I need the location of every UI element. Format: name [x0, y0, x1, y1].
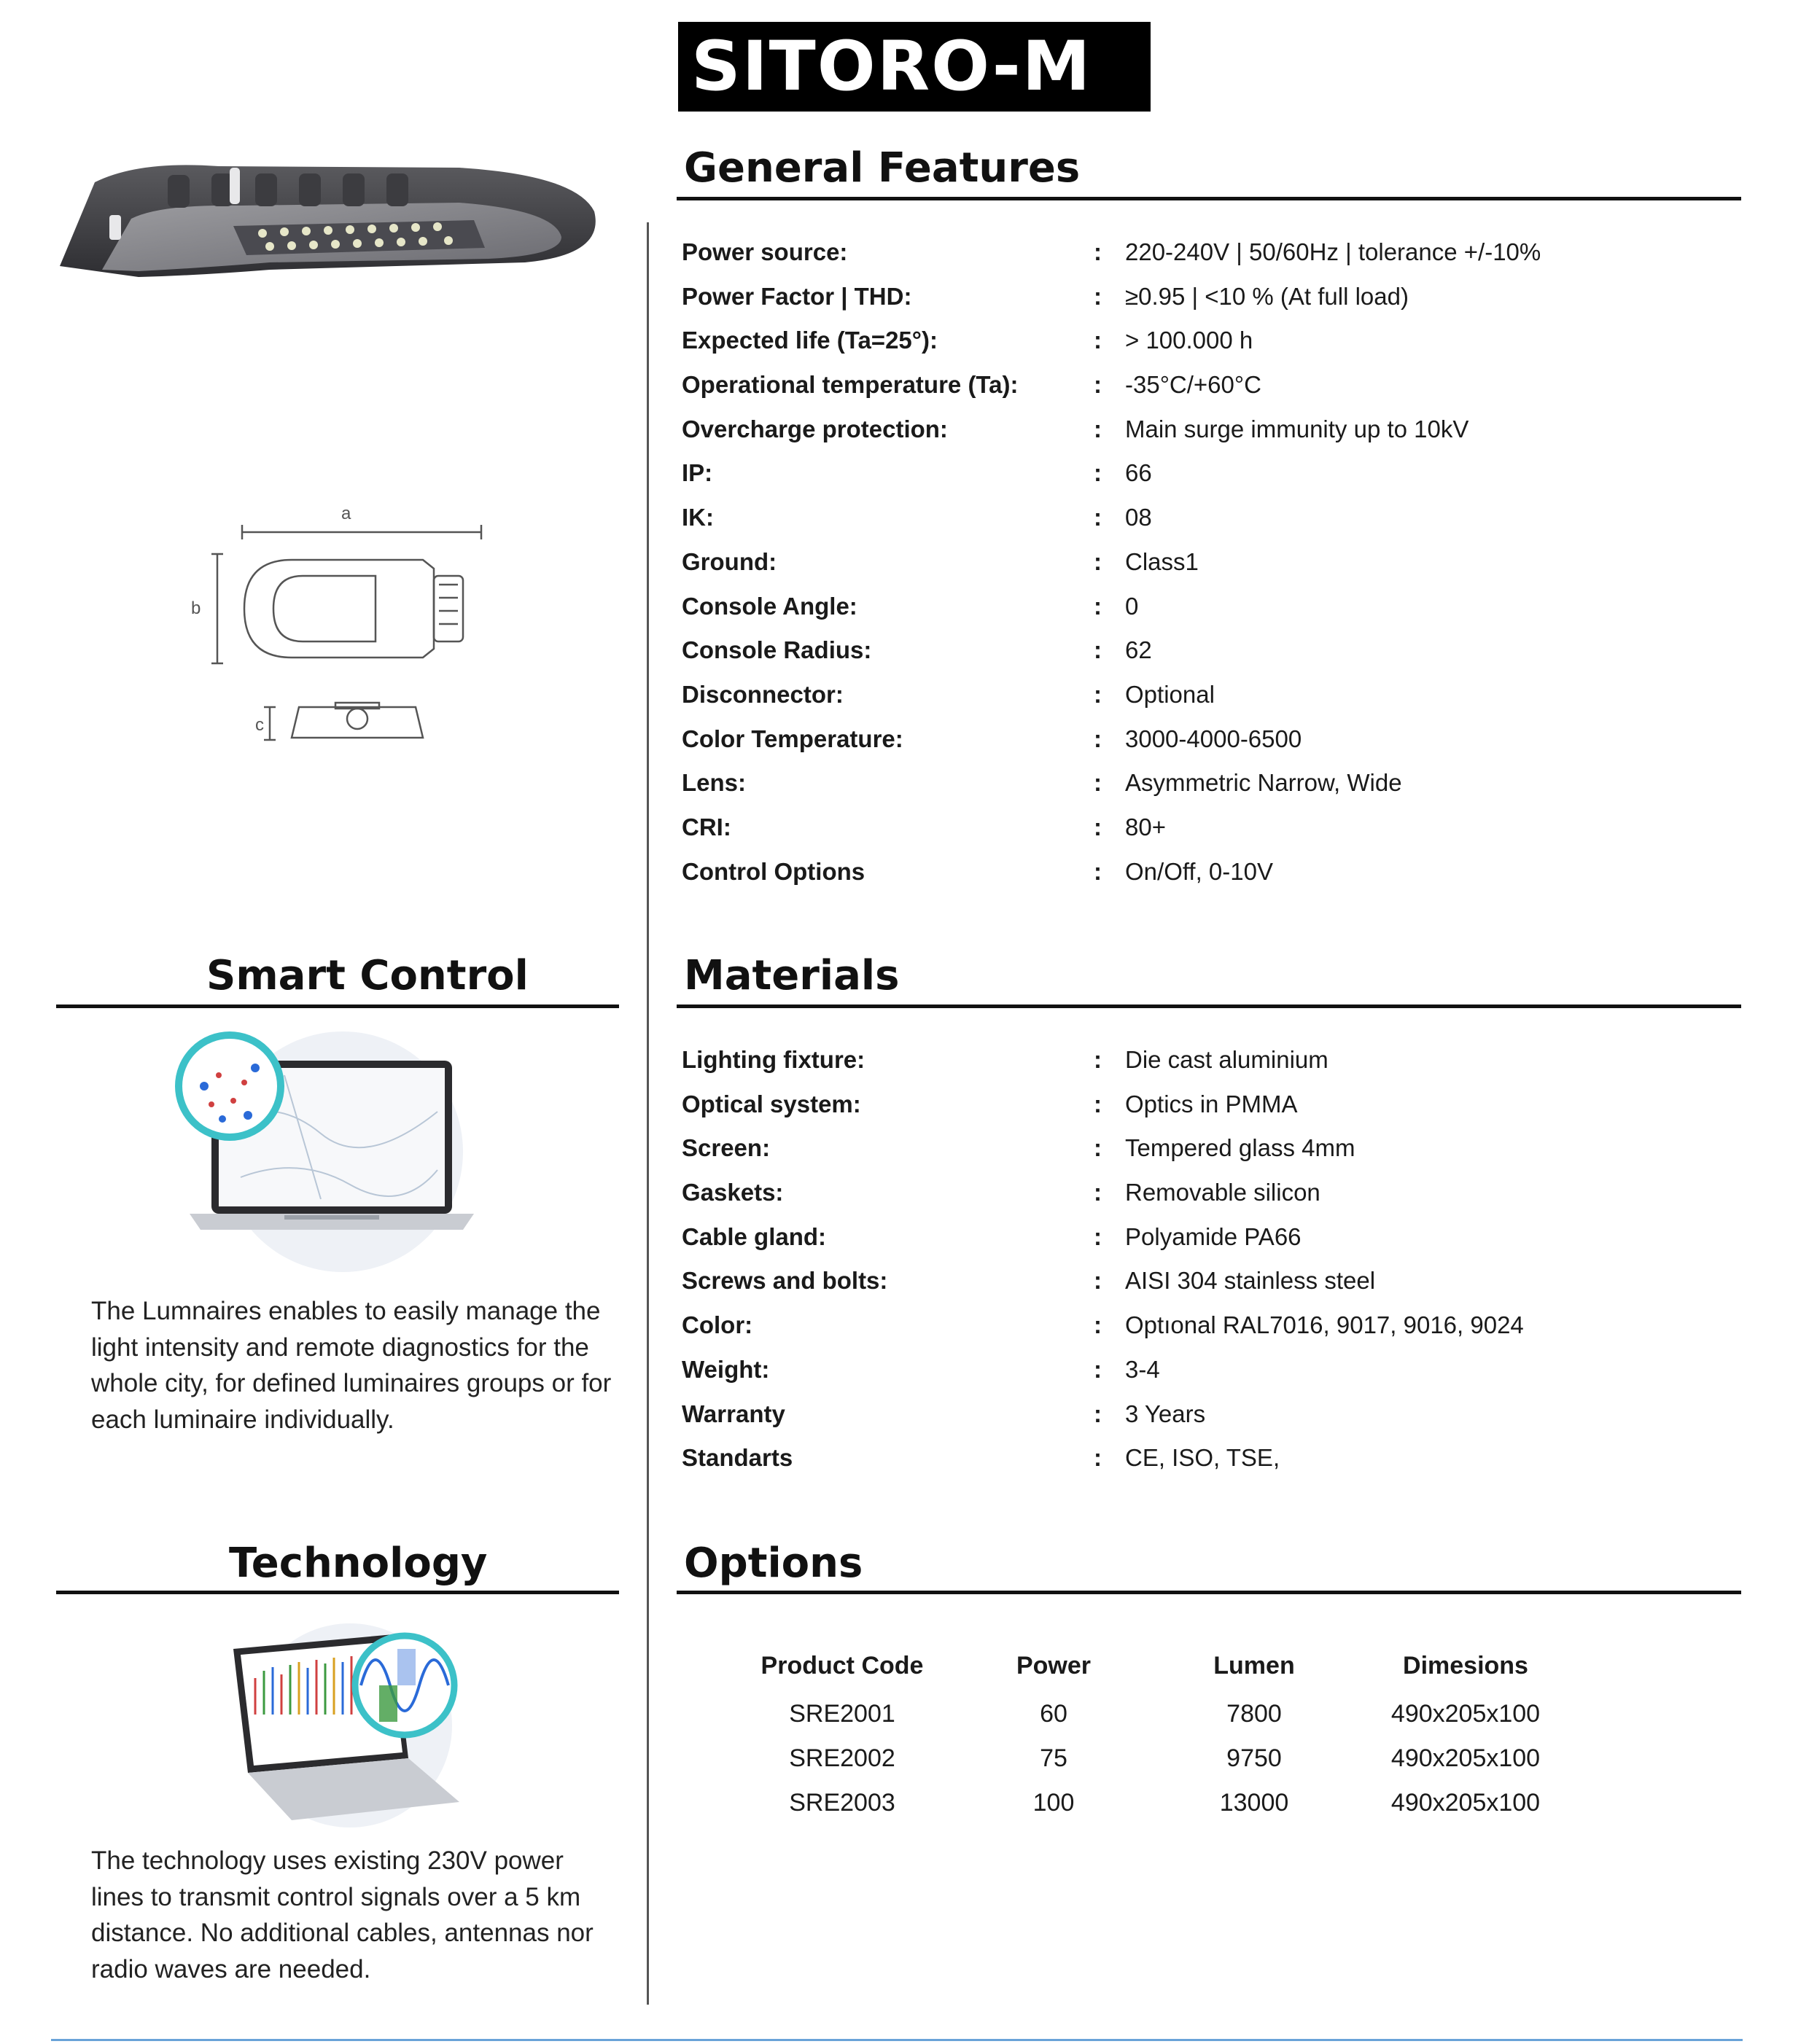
dimension-label-a: a: [341, 504, 351, 523]
spec-separator: :: [1094, 1179, 1102, 1206]
lumen-cell: 7800: [1226, 1700, 1282, 1728]
options-table-header: [729, 1644, 1604, 1692]
spec-separator: :: [1094, 636, 1102, 664]
spec-value: AISI 304 stainless steel: [1125, 1267, 1376, 1295]
lumen-cell: 13000: [1219, 1789, 1289, 1817]
spec-row: [682, 1171, 1739, 1215]
spec-separator: :: [1094, 1046, 1102, 1073]
spec-separator: :: [1094, 1400, 1102, 1427]
materials-table: [682, 1038, 1739, 1481]
technology-rule: [56, 1591, 619, 1594]
column-header-dimensions: Dimesions: [1403, 1652, 1528, 1680]
spec-separator: :: [1094, 547, 1102, 575]
spec-value: 08: [1125, 504, 1152, 531]
spec-label: Lighting fixture:: [682, 1046, 865, 1073]
spec-value: Main surge immunity up to 10kV: [1125, 415, 1469, 442]
spec-separator: :: [1094, 680, 1102, 708]
spec-row: [682, 1392, 1739, 1437]
spec-value: 3-4: [1125, 1355, 1160, 1383]
spec-value: 66: [1125, 459, 1152, 487]
spec-label: Screws and bolts:: [682, 1267, 888, 1295]
spec-separator: :: [1094, 1134, 1102, 1162]
general-features-rule: [677, 197, 1741, 200]
spec-value: 0: [1125, 592, 1139, 620]
table-row: [729, 1736, 1604, 1781]
spec-value: -35°C/+60°C: [1125, 371, 1261, 399]
spec-label: Power Factor | THD:: [682, 282, 912, 310]
lumen-cell: 9750: [1226, 1744, 1282, 1772]
spec-label: Power source:: [682, 238, 848, 265]
spec-row: [682, 628, 1739, 673]
spec-value: 3 Years: [1125, 1400, 1206, 1427]
spec-row: [682, 1259, 1739, 1303]
spec-row: [682, 1436, 1739, 1481]
spec-label: Control Options: [682, 857, 865, 885]
spec-value: Die cast aluminium: [1125, 1046, 1328, 1073]
spec-row: [682, 407, 1739, 452]
spec-separator: :: [1094, 1355, 1102, 1383]
spec-separator: :: [1094, 371, 1102, 399]
spec-label: Optical system:: [682, 1090, 861, 1117]
spec-value: On/Off, 0-10V: [1125, 857, 1273, 885]
spec-value: Polyamide PA66: [1125, 1222, 1302, 1250]
spec-label: Expected life (Ta=25°):: [682, 327, 938, 354]
footer-rule: [51, 2039, 1743, 2041]
spec-row: [682, 496, 1739, 540]
spec-value: 80+: [1125, 813, 1166, 840]
spec-value: Optional: [1125, 680, 1215, 708]
spec-separator: :: [1094, 1444, 1102, 1472]
spec-value: Asymmetric Narrow, Wide: [1125, 769, 1402, 797]
materials-heading: Materials: [684, 952, 900, 999]
table-row: [729, 1692, 1604, 1736]
spec-label: Cable gland:: [682, 1222, 827, 1250]
spec-value: Class1: [1125, 547, 1199, 575]
spec-label: Lens:: [682, 769, 747, 797]
product-code-cell: SRE2001: [789, 1700, 895, 1728]
luminaire-photo: [51, 146, 605, 299]
product-code-cell: SRE2003: [789, 1789, 895, 1817]
options-heading: Options: [684, 1540, 863, 1587]
spec-row: [682, 540, 1739, 585]
spec-row: [682, 761, 1739, 805]
spec-row: [682, 805, 1739, 850]
spec-label: Disconnector:: [682, 680, 844, 708]
spec-label: IK:: [682, 504, 714, 531]
spec-label: Standarts: [682, 1444, 793, 1472]
materials-rule: [677, 1005, 1741, 1008]
power-cell: 75: [1040, 1744, 1067, 1772]
spec-value: ≥0.95 | <10 % (At full load): [1125, 282, 1409, 310]
options-table: [729, 1644, 1604, 1825]
column-divider: [647, 222, 649, 2005]
spec-label: Console Radius:: [682, 636, 872, 664]
spec-row: [682, 585, 1739, 629]
spec-separator: :: [1094, 592, 1102, 620]
spec-label: IP:: [682, 459, 713, 487]
technology-laptop-image: [211, 1620, 481, 1831]
spec-label: Gaskets:: [682, 1179, 784, 1206]
smart-control-text: The Lumnaires enables to easily manage the light intensity and remote diagnostics for the whole city, for defined luminaires groups or for each luminaire individually.: [91, 1297, 612, 1434]
spec-separator: :: [1094, 238, 1102, 265]
general-features-heading: General Features: [684, 144, 1081, 192]
dimension-label-b: b: [191, 598, 201, 618]
spec-row: [682, 1215, 1739, 1260]
power-cell: 100: [1032, 1789, 1075, 1817]
column-header-power: Power: [1016, 1652, 1092, 1680]
spec-separator: :: [1094, 282, 1102, 310]
spec-row: [682, 451, 1739, 496]
spec-value: Tempered glass 4mm: [1125, 1134, 1355, 1162]
spec-value: 3000-4000-6500: [1125, 725, 1302, 752]
spec-row: [682, 319, 1739, 363]
dimensions-cell: 490x205x100: [1390, 1744, 1541, 1772]
product-title: SITORO-M: [678, 22, 1151, 112]
smart-control-rule: [56, 1005, 619, 1008]
dimension-drawing: [182, 496, 503, 751]
product-code-cell: SRE2002: [789, 1744, 895, 1772]
spec-separator: :: [1094, 813, 1102, 840]
spec-row: [682, 1126, 1739, 1171]
column-header-lumen: Lumen: [1213, 1652, 1295, 1680]
spec-value: > 100.000 h: [1125, 327, 1253, 354]
spec-label: Console Angle:: [682, 592, 857, 620]
spec-label: CRI:: [682, 813, 731, 840]
spec-label: Ground:: [682, 547, 777, 575]
power-cell: 60: [1040, 1700, 1067, 1728]
spec-separator: :: [1094, 725, 1102, 752]
spec-label: Color Temperature:: [682, 725, 903, 752]
spec-value: Removable silicon: [1125, 1179, 1320, 1206]
spec-separator: :: [1094, 857, 1102, 885]
spec-separator: :: [1094, 415, 1102, 442]
spec-separator: :: [1094, 1222, 1102, 1250]
spec-label: Color:: [682, 1311, 753, 1339]
spec-label: Weight:: [682, 1355, 770, 1383]
spec-label: Operational temperature (Ta):: [682, 371, 1019, 399]
spec-row: [682, 850, 1739, 894]
smart-control-laptop-image: [175, 1031, 481, 1272]
spec-separator: :: [1094, 1090, 1102, 1117]
table-row: [729, 1781, 1604, 1825]
general-features-table: [682, 230, 1739, 894]
dimension-label-c: c: [255, 715, 264, 735]
smart-control-heading: Smart Control: [206, 952, 529, 999]
spec-row: [682, 230, 1739, 275]
spec-separator: :: [1094, 504, 1102, 531]
spec-separator: :: [1094, 769, 1102, 797]
options-rule: [677, 1591, 1741, 1594]
spec-value: CE, ISO, TSE,: [1125, 1444, 1280, 1472]
column-header-product-code: Product Code: [760, 1652, 924, 1680]
dimensions-cell: 490x205x100: [1390, 1700, 1541, 1728]
spec-value: Optıonal RAL7016, 9017, 9016, 9024: [1125, 1311, 1524, 1339]
spec-label: Overcharge protection:: [682, 415, 948, 442]
spec-row: [682, 1038, 1739, 1083]
spec-label: Screen:: [682, 1134, 771, 1162]
spec-separator: :: [1094, 459, 1102, 487]
spec-label: Warranty: [682, 1400, 785, 1427]
spec-separator: :: [1094, 327, 1102, 354]
spec-row: [682, 275, 1739, 319]
spec-row: [682, 673, 1739, 717]
spec-row: [682, 1083, 1739, 1127]
dimensions-cell: 490x205x100: [1390, 1789, 1541, 1817]
spec-separator: :: [1094, 1311, 1102, 1339]
spec-row: [682, 363, 1739, 407]
spec-value: 62: [1125, 636, 1152, 664]
technology-text: The technology uses existing 230V power lines to transmit control signals over a 5 km distance. No additional cables, antennas nor radio waves are needed.: [91, 1846, 594, 1983]
spec-row: [682, 1303, 1739, 1348]
technology-heading: Technology: [229, 1540, 488, 1587]
spec-row: [682, 717, 1739, 762]
spec-separator: :: [1094, 1267, 1102, 1295]
spec-value: 220-240V | 50/60Hz | tolerance +/-10%: [1125, 238, 1541, 265]
spec-row: [682, 1348, 1739, 1392]
spec-value: Optics in PMMA: [1125, 1090, 1298, 1117]
